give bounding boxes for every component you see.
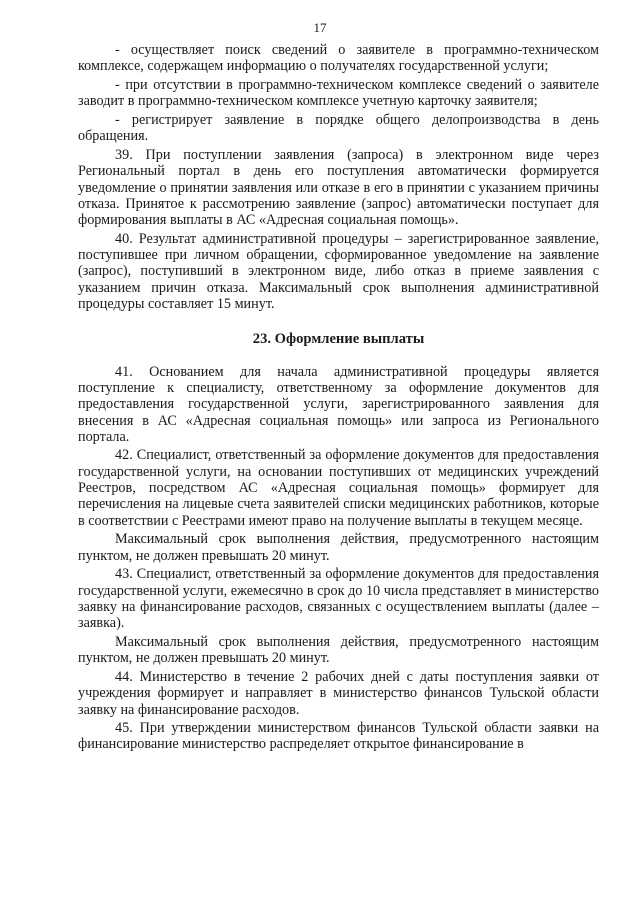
paragraph: 44. Министерство в течение 2 рабочих дней с даты поступления заявки от учреждения формирует и направляет в министерство финансов Тульской области заявку на финансирование расходов.: [78, 668, 599, 718]
paragraph: 42. Специалист, ответственный за оформление документов для предоставления государственной услуги, на основании поступивших от медицинских учреждений Реестров, посредством АС «Адресная социальная помощь» формирует для перечисления на лицевые счета заявителей списки медицинских работников, которые в соответствии с Реестрами имеют право на получение выплаты в текущем месяце.: [78, 447, 599, 529]
section-heading: 23. Оформление выплаты: [252, 331, 425, 348]
paragraph: - регистрирует заявление в порядке общего делопроизводства в день обращения.: [78, 111, 599, 145]
paragraph: - осуществляет поиск сведений о заявителе в программно-техническом комплексе, содержащем информацию о получателях государственной услуги;: [78, 42, 599, 75]
paragraph: 39. При поступлении заявления (запроса) в электронном виде через Региональный портал в день его поступления автоматически формируется уведомление о принятии заявления или отказе в его в принятии с указанием причины отказа. Принятое к рассмотрению заявление (запрос) автоматически поступает для формирования выплаты в АС «Адресная социальная помощь».: [78, 146, 599, 229]
page-number: 17: [313, 20, 327, 35]
paragraph: - при отсутствии в программно-техническом комплексе сведений о заявителе заводит в программно-техническом комплексе учетную карточку заявителя;: [78, 76, 599, 110]
paragraph: Максимальный срок выполнения действия, предусмотренного настоящим пунктом, не должен превышать 20 минут.: [78, 633, 599, 667]
paragraph: 43. Специалист, ответственный за оформление документов для предоставления государственной услуги, ежемесячно в срок до 10 числа представляет в министерство заявку на финансирование расходов, связанных с осуществлением выплаты (далее – заявка).: [78, 566, 599, 632]
paragraph: 45. При утверждении министерством финансов Тульской области заявки на финансирование министерство распределяет открытое финансирование в: [78, 720, 599, 753]
paragraph: Максимальный срок выполнения действия, предусмотренного настоящим пунктом, не должен превышать 20 минут.: [78, 531, 599, 564]
paragraph: 41. Основанием для начала административной процедуры является поступление к специалисту, ответственному за оформление документов для предоставления государственной услуги, зарегистрированного заявления для внесения в АС «Адресная социальная помощь» или запроса из Регионального портала.: [78, 363, 599, 445]
document-body: [78, 42, 599, 755]
paragraph: 40. Результат административной процедуры – зарегистрированное заявление, поступившее при личном обращении, сформированное уведомление на заявление (запрос), поступивший в электронном виде, либо отказ в приеме заявления с указанием причин отказа. Максимальный срок выполнения административной процедуры составляет 15 минут.: [78, 230, 599, 313]
